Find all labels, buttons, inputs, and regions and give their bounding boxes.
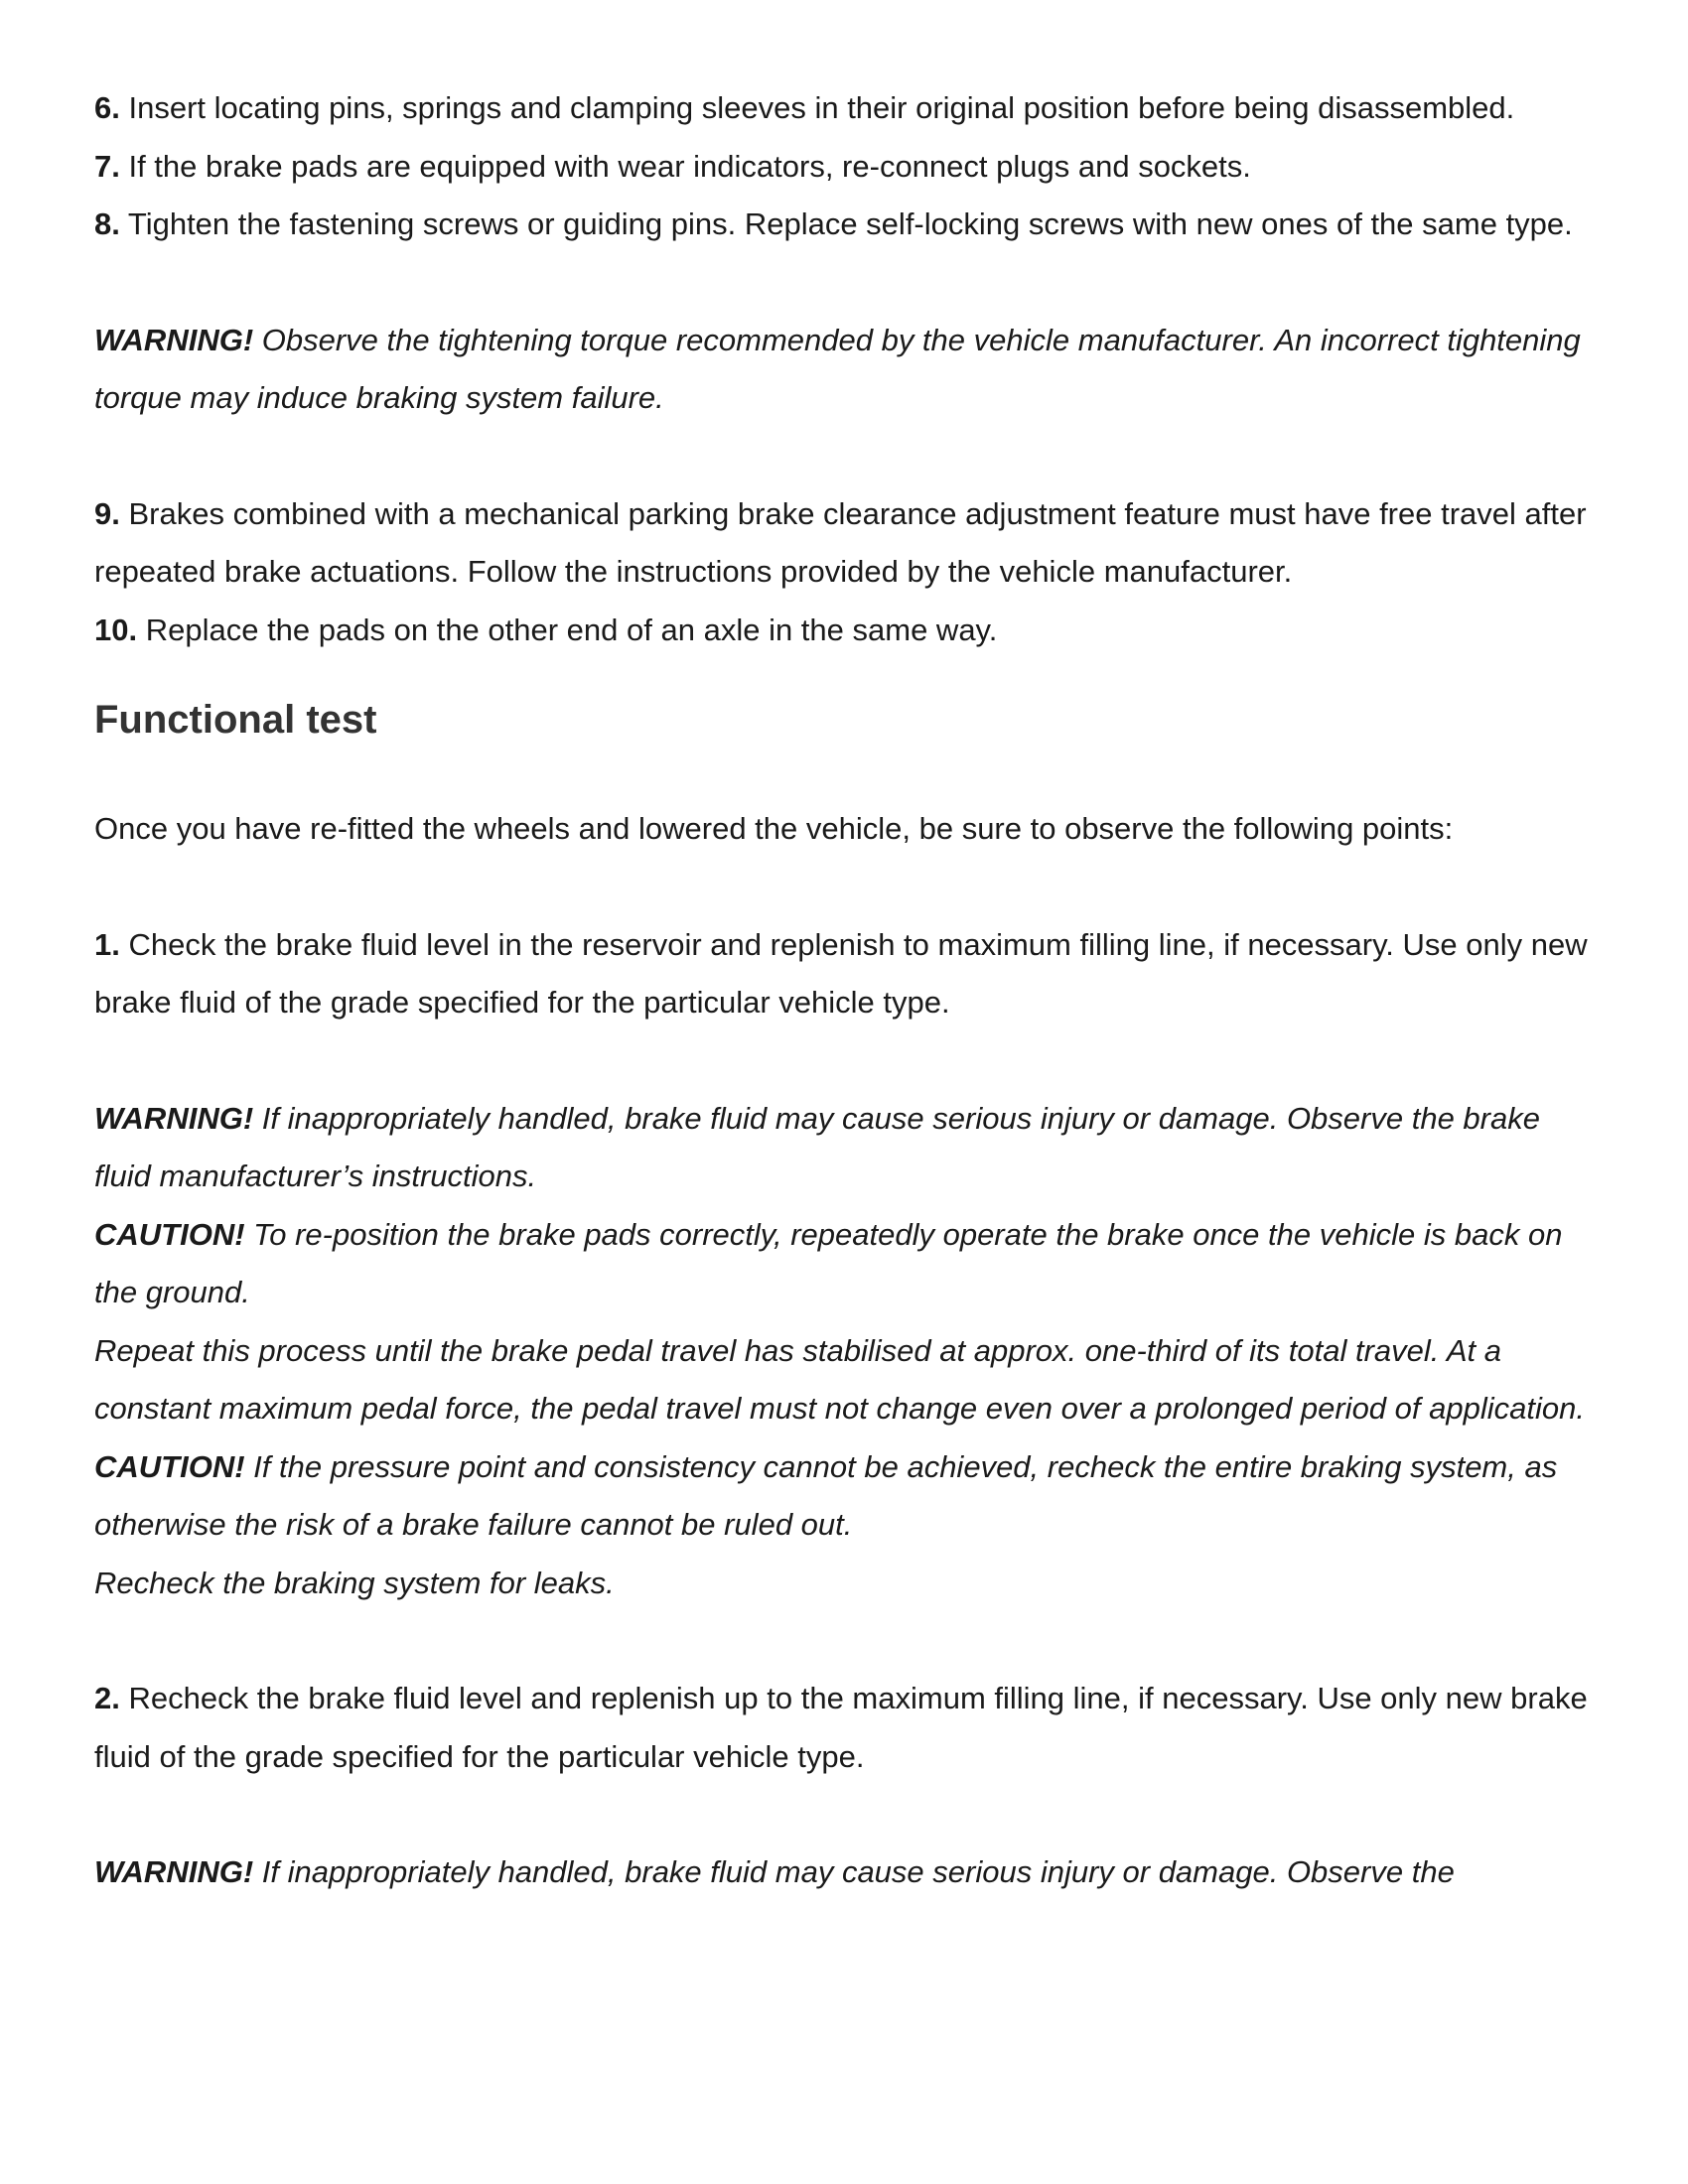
caution-text: To re-position the brake pads correctly, repeatedly operate the brake once the vehicle is back on the ground.: [94, 1216, 1563, 1309]
step-8: [94, 196, 1604, 254]
step-text: Check the brake fluid level in the reservoir and replenish to maximum filling line, if necessary. Use only new brake fluid of the grade specified for the particular vehicle type.: [94, 926, 1588, 1020]
warning-text: If inappropriately handled, brake fluid may cause serious injury or damage. Observe the: [253, 1854, 1455, 1889]
warning-label: WARNING!: [94, 1100, 254, 1136]
warning-text: Observe the tightening torque recommended by the vehicle manufacturer. An incorrect tightening torque may induce braking system failure.: [94, 322, 1581, 415]
step-number: 9.: [94, 495, 120, 531]
step-text: Replace the pads on the other end of an axle in the same way.: [137, 612, 998, 647]
spacer: [94, 428, 1604, 485]
step-number: 7.: [94, 148, 120, 184]
spacer: [94, 749, 1604, 800]
step-number: 1.: [94, 926, 120, 962]
caution-pressure: [94, 1438, 1604, 1555]
step-7: [94, 138, 1604, 197]
step-text: Insert locating pins, springs and clamping sleeves in their original position before being disassembled.: [119, 90, 1515, 125]
step-6: [94, 79, 1604, 138]
caution-label: CAUTION!: [94, 1448, 245, 1484]
leak-note: Recheck the braking system for leaks.: [94, 1565, 615, 1600]
repeat-note: Repeat this process until the brake pedal travel has stabilised at approx. one-third of its total travel. At a constant maximum pedal force, the pedal travel must not change even over a prolonged period of application.: [94, 1332, 1585, 1426]
spacer: [94, 859, 1604, 916]
caution-label: CAUTION!: [94, 1216, 245, 1252]
warning-label: WARNING!: [94, 1854, 254, 1889]
caution-text: If the pressure point and consistency cannot be achieved, recheck the entire braking system, as otherwise the risk of a brake failure cannot be ruled out.: [94, 1448, 1558, 1542]
spacer: [94, 1612, 1604, 1670]
step-9: [94, 485, 1604, 602]
warning-fluid-2: [94, 1843, 1604, 1902]
spacer: [94, 1786, 1604, 1843]
warning-label: WARNING!: [94, 322, 254, 357]
warning-torque: [94, 312, 1604, 428]
step-number: 8.: [94, 206, 120, 241]
intro-text: Once you have re-fitted the wheels and lowered the vehicle, be sure to observe the following points:: [94, 811, 1454, 846]
step-number: 6.: [94, 90, 120, 125]
test-step-1: [94, 916, 1604, 1032]
spacer: [94, 659, 1604, 691]
step-text: Tighten the fastening screws or guiding pins. Replace self-locking screws with new ones of the same type.: [119, 206, 1573, 241]
step-text: If the brake pads are equipped with wear indicators, re-connect plugs and sockets.: [119, 148, 1251, 184]
section-heading: Functional test: [94, 698, 377, 742]
spacer: [94, 1032, 1604, 1090]
step-text: Recheck the brake fluid level and replenish up to the maximum filling line, if necessary. Use only new brake fluid of the grade specified for the particular vehicle type.: [94, 1681, 1588, 1774]
warning-fluid: [94, 1090, 1604, 1206]
warning-text: If inappropriately handled, brake fluid may cause serious injury or damage. Observe the brake fluid manufacturer’s instructions.: [94, 1100, 1540, 1193]
test-step-2: [94, 1670, 1604, 1786]
step-10: [94, 602, 1604, 660]
step-text: Brakes combined with a mechanical parking brake clearance adjustment feature must have free travel after repeated brake actuations. Follow the instructions provided by the vehicle manufacturer.: [94, 495, 1587, 589]
caution-reposition: [94, 1206, 1604, 1322]
step-number: 10.: [94, 612, 138, 647]
step-number: 2.: [94, 1681, 120, 1715]
document-page: [94, 79, 1604, 1902]
spacer: [94, 254, 1604, 312]
